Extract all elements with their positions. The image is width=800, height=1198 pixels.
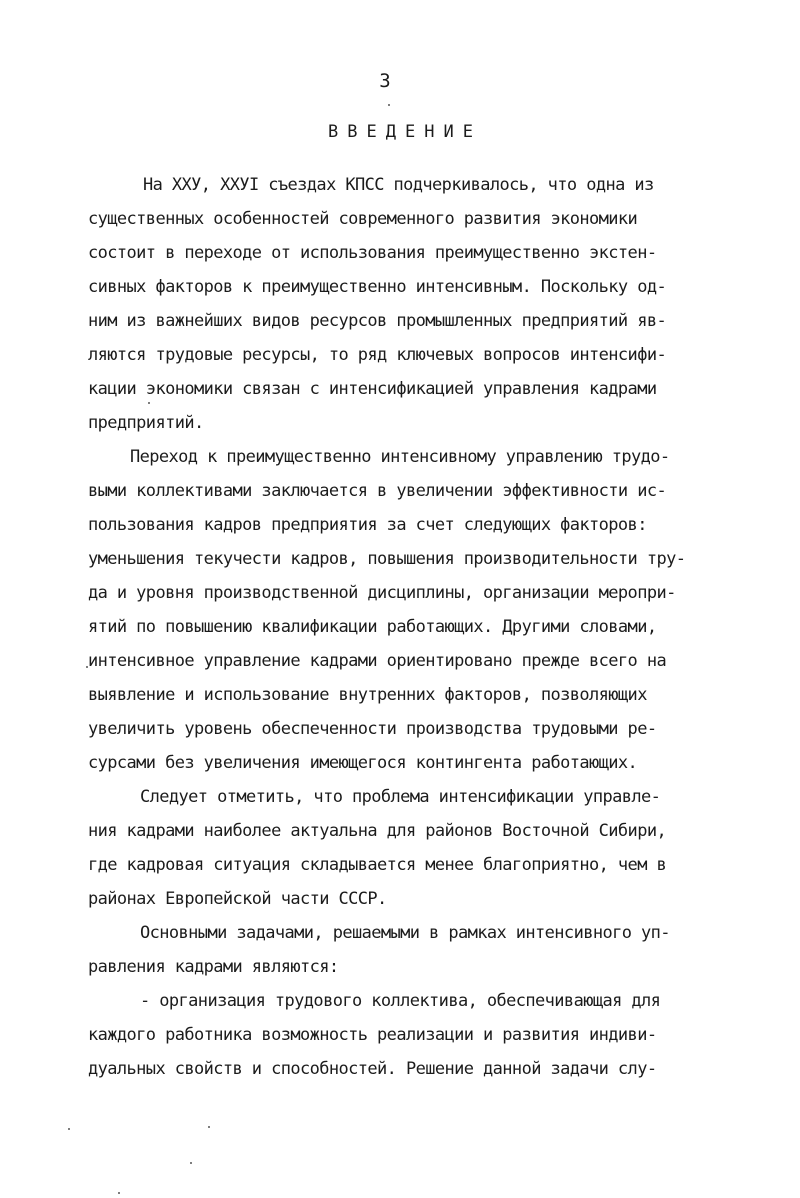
- text-line: состоит в переходе от использования преимущественно экстен-: [88, 243, 657, 263]
- scan-speck: [388, 104, 390, 106]
- text-line: выявление и использование внутренних факторов, позволяющих: [88, 685, 647, 705]
- text-line: Следует отметить, что проблема интенсификации управле-: [140, 787, 661, 807]
- text-line: существенных особенностей современного развития экономики: [88, 209, 638, 229]
- page-number: 3: [379, 70, 391, 92]
- text-line: каждого работника возможность реализации и развития индиви-: [88, 1025, 657, 1045]
- text-line: предприятий.: [88, 413, 204, 433]
- text-line: интенсивное управление кадрами ориентировано прежде всего на: [88, 651, 667, 671]
- text-line: ния кадрами наиболее актуальна для районов Восточной Сибири,: [88, 821, 667, 841]
- text-line: На XXУ, XXУI съездах КПСС подчеркивалось, что одна из: [143, 175, 654, 195]
- text-line: ятий по повышению квалификации работающих. Другими словами,: [88, 617, 657, 637]
- scan-speck: [208, 1126, 210, 1128]
- text-line: сурсами без увеличения имеющегося контингента работающих.: [88, 753, 638, 773]
- section-heading: ВВЕДЕНИЕ: [328, 122, 482, 142]
- text-line: где кадровая ситуация складывается менее благоприятно, чем в: [88, 855, 667, 875]
- text-line: - организация трудового коллектива, обеспечивающая для: [140, 991, 661, 1011]
- text-line: районах Европейской части СССР.: [88, 889, 387, 909]
- text-line: ним из важнейших видов ресурсов промышленных предприятий яв-: [88, 311, 667, 331]
- scan-speck: [148, 402, 150, 404]
- text-line: уменьшения текучести кадров, повышения производительности тру-: [88, 549, 686, 569]
- scan-speck: [68, 1128, 70, 1130]
- text-line: дуальных свойств и способностей. Решение данной задачи слу-: [88, 1059, 657, 1079]
- scan-speck: [118, 1192, 120, 1194]
- text-line: ляются трудовые ресурсы, то ряд ключевых вопросов интенсифи-: [88, 345, 667, 365]
- text-line: сивных факторов к преимущественно интенсивным. Поскольку од-: [88, 277, 667, 297]
- text-line: равления кадрами являются:: [88, 957, 339, 977]
- text-line: да и уровня производственной дисциплины, организации меропри-: [88, 583, 676, 603]
- text-line: кации экономики связан с интенсификацией управления кадрами: [88, 379, 657, 399]
- text-line: Основными задачами, решаемыми в рамках интенсивного уп-: [140, 923, 670, 943]
- text-line: выми коллективами заключается в увеличении эффективности ис-: [88, 481, 667, 501]
- text-line: увеличить уровень обеспеченности производства трудовыми ре-: [88, 719, 657, 739]
- scan-speck: [190, 1162, 192, 1164]
- scan-speck: [86, 666, 88, 668]
- text-line: пользования кадров предприятия за счет следующих факторов:: [88, 515, 647, 535]
- text-line: Переход к преимущественно интенсивному управлению трудо-: [130, 447, 670, 467]
